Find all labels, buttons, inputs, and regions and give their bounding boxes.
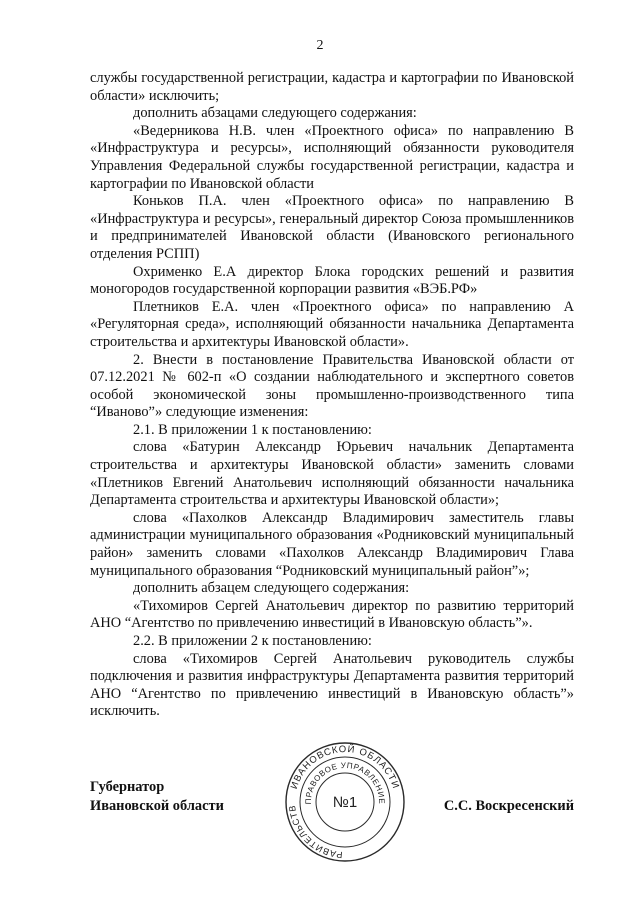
paragraph: дополнить абзацами следующего содержания: (133, 105, 417, 122)
stamp-seal (283, 740, 407, 864)
paragraph: Охрименко Е.А директор Блока городских решений и развития моногородов государственной корпорации развития «ВЭБ.РФ» (90, 263, 574, 298)
paragraph: 2. Внести в постановление Правительства Ивановской области от 07.12.2021 № 602-п «О создании наблюдательного и экспертного советов особой экономической зоны промышленно-производственного типа “Иваново”» следующие изменения: (90, 351, 574, 421)
signature-title (90, 778, 224, 816)
paragraph: Плетников Е.А. член «Проектного офиса» по направлению А «Регуляторная среда», исполняющий обязанности начальника Департамента строительства и архитектуры Ивановской области». (90, 298, 574, 350)
paragraph: дополнить абзацем следующего содержания: (133, 580, 410, 597)
stamp-left-arc: РАВИТЕЛЬСТВ (287, 804, 343, 861)
official-stamp (283, 740, 407, 864)
stamp-number: №1 (332, 794, 358, 811)
page-number: 2 (316, 38, 324, 53)
signature-title-line1: Губернатор (90, 779, 165, 795)
signature-title-line2: Ивановской области (90, 798, 224, 814)
paragraph: слова «Батурин Александр Юрьевич начальник Департамента строительства и архитектуры Ивановской области» заменить словами «Плетников Евгений Анатольевич исполняющий обязанности начальника Департамента строительства и архитектуры Ивановской области»; (90, 439, 574, 509)
paragraph: слова «Тихомиров Сергей Анатольевич руководитель службы подключения и развития инфраструктуры Департамента развития территорий АНО “Агентство по привлечению инвестиций в Ивановскую область”» исключить. (90, 650, 574, 720)
paragraph: слова «Пахолков Александр Владимирович заместитель главы администрации муниципального образования «Родниковский муниципальный район» заменить словами «Пахолков Александр Владимирович Глава муниципального образования “Родниковский муниципальный район”»; (90, 509, 574, 579)
paragraph: «Тихомиров Сергей Анатольевич директор по развитию территорий АНО “Агентство по привлечению инвестиций в Ивановскую область”». (90, 597, 574, 632)
signature-name: С.С. Воскресенский (443, 798, 574, 814)
document-body (90, 70, 574, 721)
paragraph: службы государственной регистрации, кадастра и картографии по Ивановской области» исключить; (90, 70, 574, 104)
paragraph: 2.2. В приложении 2 к постановлению: (133, 633, 372, 649)
stamp-mid-arc: ПРАВОВОЕ УПРАВЛЕНИЕ (303, 760, 387, 805)
paragraph: Коньков П.А. член «Проектного офиса» по направлению В «Инфраструктура и ресурсы», генеральный директор Союза промышленников и предпринимателей Ивановской области (Ивановского регионального отделения РСПП) (90, 193, 574, 262)
paragraph: «Ведерникова Н.В. член «Проектного офиса» по направлению В «Инфраструктура и ресурсы», исполняющий обязанности руководителя Управления Федеральной службы государственной регистрации, кадастра и картографии по Ивановской области (90, 122, 574, 192)
stamp-top-arc: ИВАНОВСКОЙ ОБЛАСТИ (288, 743, 402, 791)
paragraph: 2.1. В приложении 1 к постановлению: (133, 421, 372, 438)
